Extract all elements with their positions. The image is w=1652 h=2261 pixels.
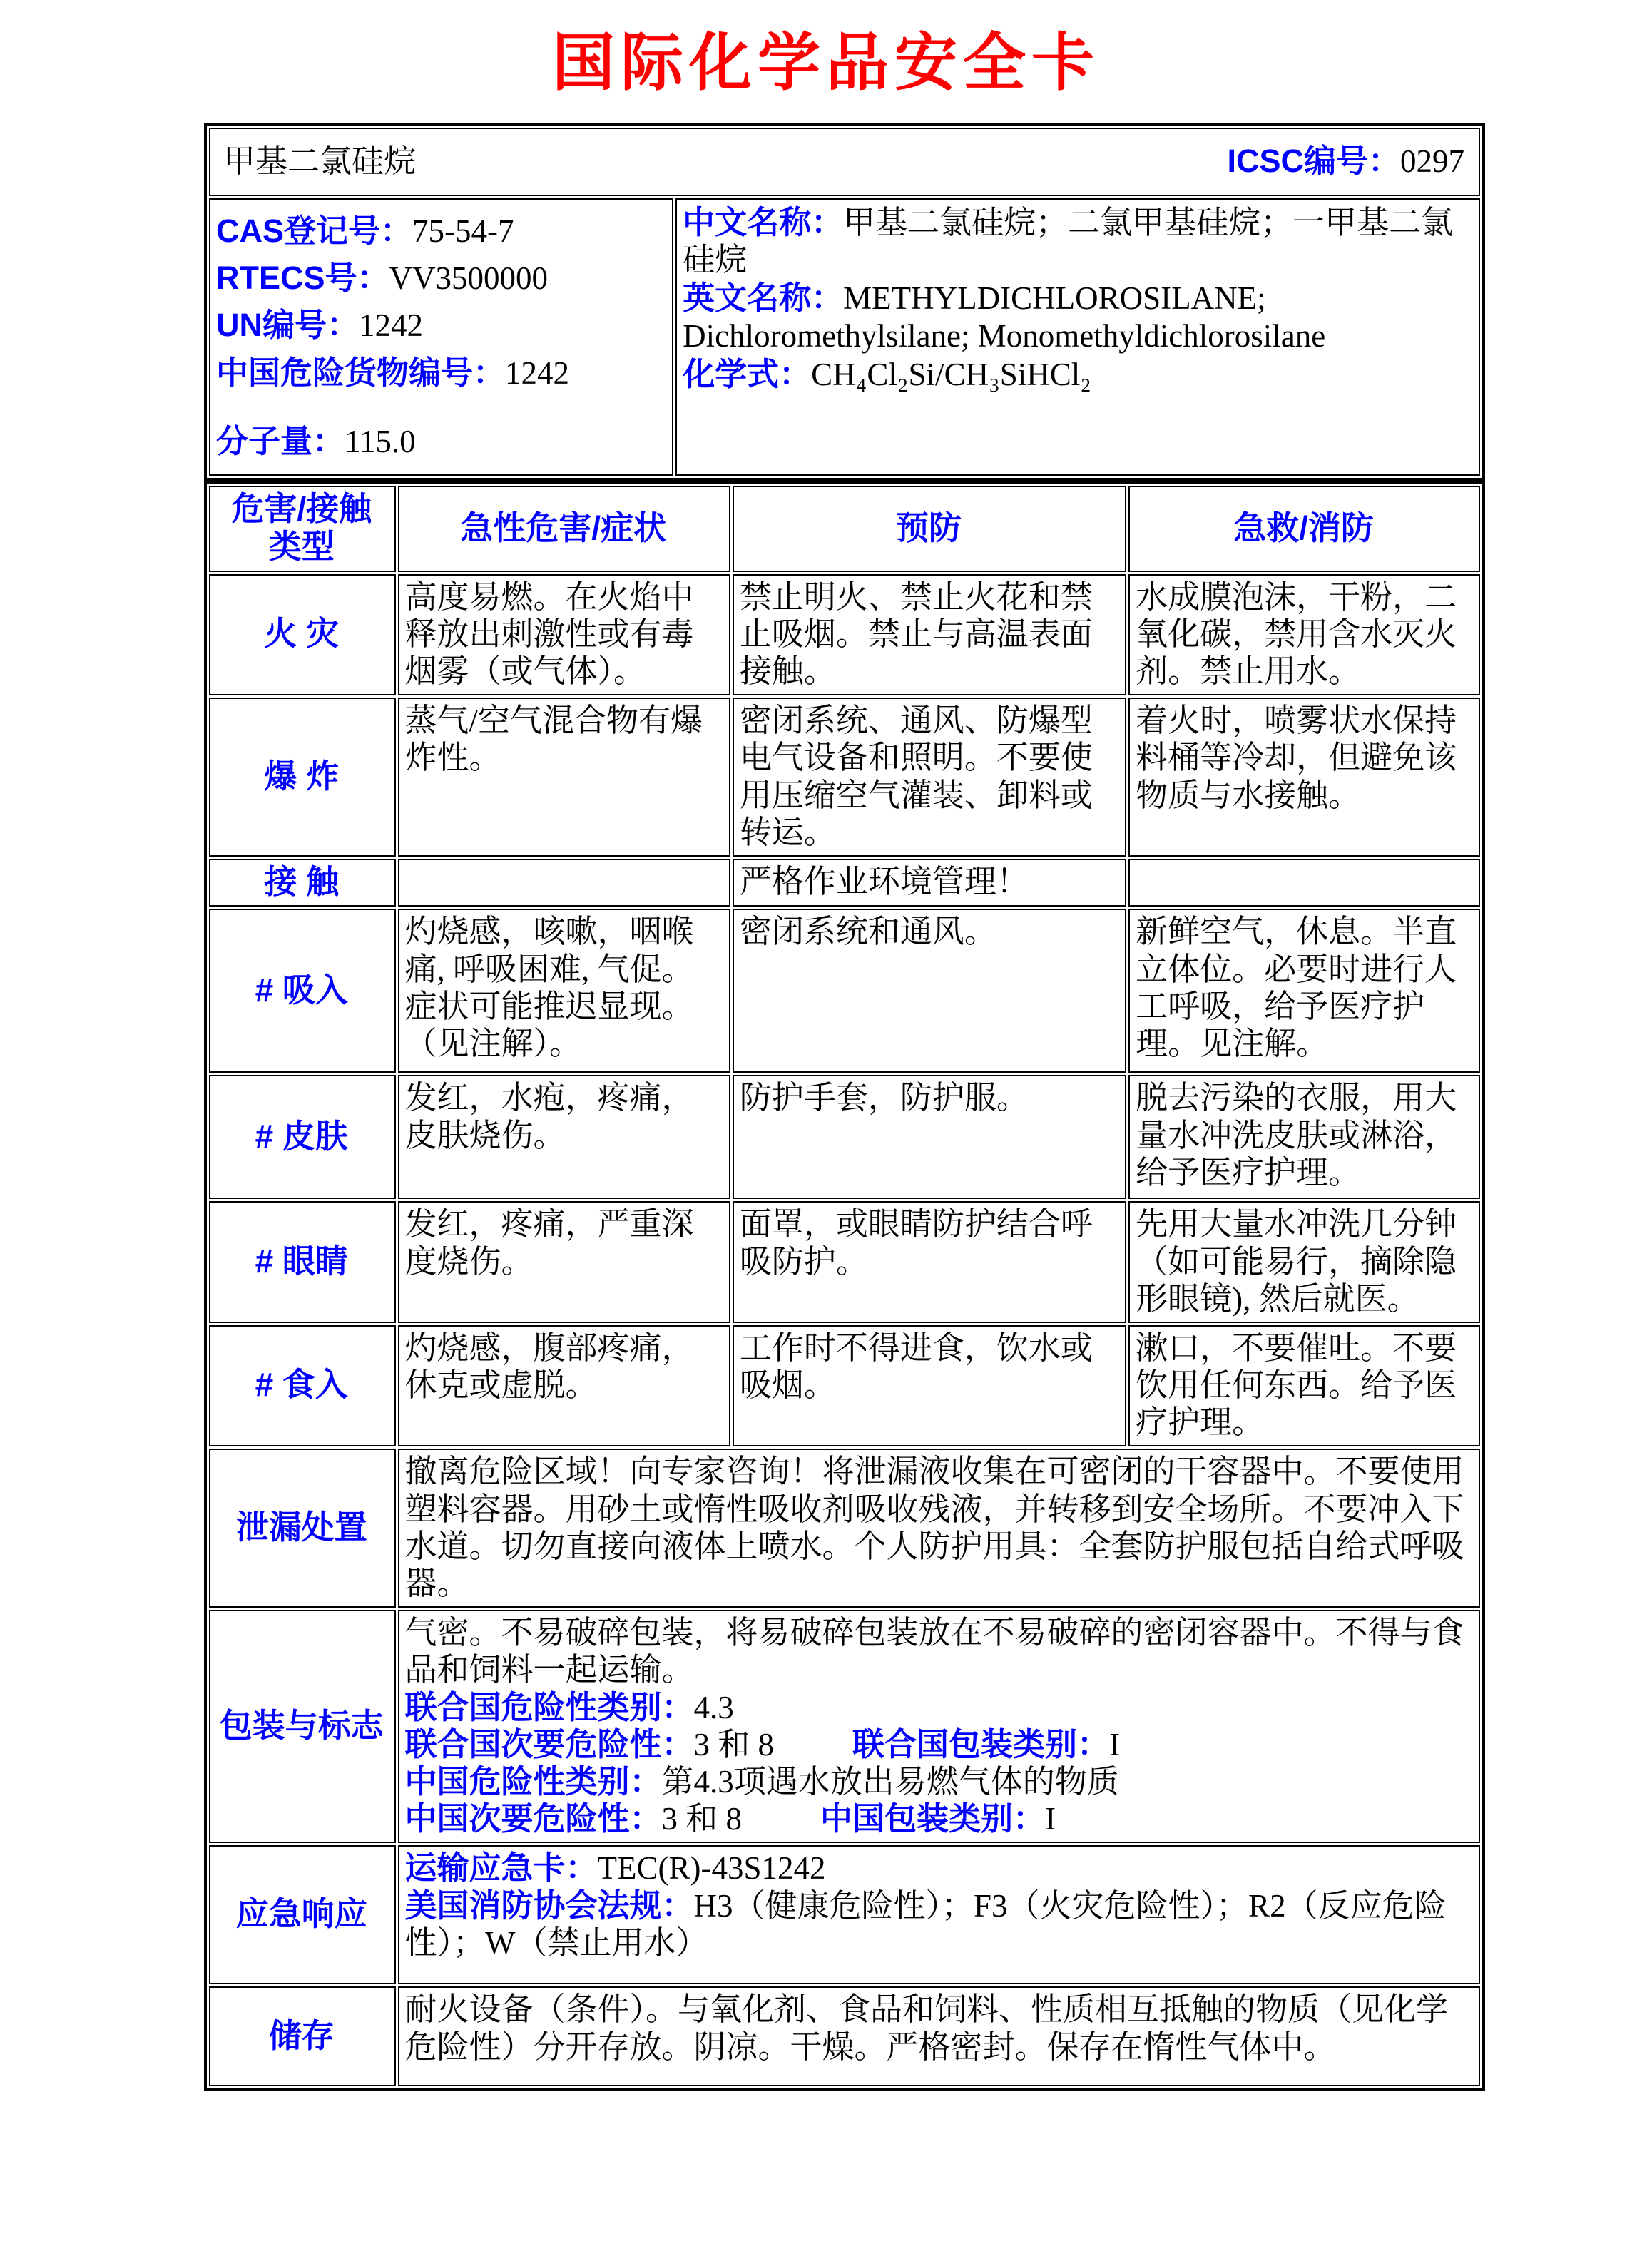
english-name-line xyxy=(683,280,1472,354)
packaging-cn-sub-line xyxy=(405,1800,1472,1837)
emergency-nfpa-line xyxy=(405,1887,1472,1961)
hazard-header-row xyxy=(209,486,1480,572)
cn-class-label: 中国危险性类别： xyxy=(404,1762,662,1800)
fire-label: 火 灾 xyxy=(209,574,396,696)
un-class-label: 联合国危险性类别： xyxy=(404,1688,694,1725)
hazard-row-fire xyxy=(209,574,1480,696)
un-class-value: 4.3 xyxy=(693,1689,734,1725)
chemical-name: 甲基二氯硅烷 xyxy=(223,143,417,179)
emergency-title: 应急响应 xyxy=(209,1845,396,1984)
cas-number-label: CAS登记号： xyxy=(216,213,413,249)
hazard-row-explosion xyxy=(209,698,1480,857)
formula-line xyxy=(683,356,1472,393)
explosion-label: 爆 炸 xyxy=(209,698,396,857)
ingestion-response-cell: 漱口，不要催吐。不要饮用任何东西。给予医疗护理。 xyxy=(1128,1325,1480,1447)
packaging-title: 包装与标志 xyxy=(209,1610,396,1843)
china-dg-number-line xyxy=(216,354,665,392)
inhalation-symptoms-cell: 灼烧感，咳嗽，咽喉痛, 呼吸困难, 气促。症状可能推迟显现。（见注解）。 xyxy=(398,909,730,1073)
english-name-label: 英文名称： xyxy=(683,280,844,317)
emergency-tec-line xyxy=(405,1849,1472,1887)
un-packing-group-value: I xyxy=(1109,1726,1121,1762)
eyes-response-cell: 先用大量水冲洗几分钟（如可能易行，摘除隐形眼镜), 然后就医。 xyxy=(1128,1201,1480,1323)
eyes-prevention-cell: 面罩，或眼睛防护结合呼吸防护。 xyxy=(733,1201,1126,1323)
section-row-storage xyxy=(209,1986,1480,2086)
icsc-number xyxy=(1227,143,1464,180)
un-subsidiary-label: 联合国次要危险性： xyxy=(404,1725,694,1762)
page-title: 国际化学品安全卡 xyxy=(551,27,1100,98)
china-dg-number-label: 中国危险货物编号： xyxy=(216,354,506,391)
english-name-value: METHYLDICHLOROSILANE; Dichloromethylsilane; Monomethyldichlorosilane xyxy=(683,280,1326,354)
molecular-weight-value: 115.0 xyxy=(345,423,416,459)
rtecs-number-line xyxy=(216,260,665,297)
icsc-number-label: ICSC编号： xyxy=(1227,142,1400,179)
ingestion-label: # 食入 xyxy=(209,1325,396,1447)
contact-symptoms-cell xyxy=(398,859,730,907)
icsc-number-value: 0297 xyxy=(1400,143,1464,179)
chinese-name-label: 中文名称： xyxy=(683,204,844,240)
section-row-packaging xyxy=(209,1610,1480,1843)
cn-packing-group-value: I xyxy=(1045,1801,1056,1837)
inhalation-prevention-cell: 密闭系统和通风。 xyxy=(733,909,1126,1073)
icsc-card-page xyxy=(0,13,1652,2091)
fire-prevention-cell: 禁止明火、禁止火花和禁止吸烟。禁止与高温表面接触。 xyxy=(733,574,1126,696)
explosion-symptoms-cell: 蒸气/空气混合物有爆炸性。 xyxy=(398,698,730,857)
section-row-spill xyxy=(209,1449,1480,1608)
cas-number-line xyxy=(216,213,665,250)
formula-label: 化学式： xyxy=(683,355,812,392)
packaging-content-cell xyxy=(398,1610,1480,1843)
storage-content-cell: 耐火设备（条件）。与氧化剂、食品和饲料、性质相互抵触的物质（见化学危险性）分开存放。阴凉。干燥。严格密封。保存在惰性气体中。 xyxy=(398,1986,1480,2086)
skin-label: # 皮肤 xyxy=(209,1075,396,1199)
eyes-label: # 眼睛 xyxy=(209,1201,396,1323)
cas-number-value: 75-54-7 xyxy=(412,213,514,249)
header-hazard-type: 危害/接触 类型 xyxy=(209,486,396,572)
nfpa-label: 美国消防协会法规： xyxy=(404,1887,694,1924)
spill-title: 泄漏处置 xyxy=(209,1449,396,1608)
packaging-cn-class-line xyxy=(405,1763,1472,1800)
tec-label: 运输应急卡： xyxy=(404,1849,598,1887)
header-symptoms: 急性危害/症状 xyxy=(398,486,730,572)
icsc-card xyxy=(204,123,1485,2091)
inhalation-response-cell: 新鲜空气，休息。半直立体位。必要时进行人工呼吸，给予医疗护理。见注解。 xyxy=(1128,909,1480,1073)
spill-content-cell: 撤离危险区域！向专家咨询！将泄漏液收集在可密闭的干容器中。不要使用塑料容器。用砂土或惰性吸收剂吸收残液，并转移到安全场所。不要冲入下水道。切勿直接向液体上喷水。个人防护用具：全套防护服包括自给式呼吸器。 xyxy=(398,1449,1480,1608)
hazard-row-eyes xyxy=(209,1201,1480,1323)
rtecs-number-label: RTECS号： xyxy=(216,260,389,297)
molecular-weight-line xyxy=(216,423,665,460)
fire-response-cell: 水成膜泡沫，干粉，二氧化碳，禁用含水灭火剂。禁止用水。 xyxy=(1128,574,1480,696)
un-number-value: 1242 xyxy=(359,307,423,344)
emergency-content-cell xyxy=(398,1845,1480,1984)
chinese-name-line xyxy=(683,204,1472,278)
chinese-name-value: 甲基二氯硅烷；二氯甲基硅烷；一甲基二氯硅烷 xyxy=(683,205,1454,278)
nfpa-value: H3（健康危险性）；F3（火灾危险性）；R2（反应危险性）；W（禁止用水） xyxy=(404,1887,1447,1961)
names-cell xyxy=(675,198,1480,476)
ingestion-prevention-cell: 工作时不得进食，饮水或吸烟。 xyxy=(733,1325,1126,1447)
hazard-row-ingestion xyxy=(209,1325,1480,1447)
un-subsidiary-value: 3 和 8 xyxy=(693,1726,775,1762)
explosion-prevention-cell: 密闭系统、通风、防爆型电气设备和照明。不要使用压缩空气灌装、卸料或转运。 xyxy=(733,698,1126,857)
contact-label: 接 触 xyxy=(209,859,396,907)
skin-prevention-cell: 防护手套，防护服。 xyxy=(733,1075,1126,1199)
header-table xyxy=(204,123,1485,481)
cn-class-value: 第4.3项遇水放出易燃气体的物质 xyxy=(661,1763,1119,1800)
un-number-line xyxy=(216,307,665,344)
chemical-title-row xyxy=(209,128,1480,196)
hazard-row-skin xyxy=(209,1075,1480,1199)
header-prevention: 预防 xyxy=(733,486,1126,572)
un-number-label: UN编号： xyxy=(216,307,359,344)
cn-packing-group-label: 中国包装类别： xyxy=(820,1800,1046,1837)
tec-value: TEC(R)-43S1242 xyxy=(597,1850,826,1887)
identifiers-cell xyxy=(209,198,673,476)
contact-prevention-cell: 严格作业环境管理！ xyxy=(733,859,1126,907)
ingestion-symptoms-cell: 灼烧感，腹部疼痛，休克或虚脱。 xyxy=(398,1325,730,1447)
section-row-emergency xyxy=(209,1845,1480,1984)
fire-symptoms-cell: 高度易燃。在火焰中释放出刺激性或有毒烟雾（或气体）。 xyxy=(398,574,730,696)
cn-subsidiary-label: 中国次要危险性： xyxy=(404,1800,662,1837)
contact-response-cell xyxy=(1128,859,1480,907)
eyes-symptoms-cell: 发红，疼痛，严重深度烧伤。 xyxy=(398,1201,730,1323)
storage-title: 储存 xyxy=(209,1986,396,2086)
header-response: 急救/消防 xyxy=(1128,486,1480,572)
packaging-intro: 气密。不易破碎包装，将易破碎包装放在不易破碎的密闭容器中。不得与食品和饲料一起运输。 xyxy=(404,1615,1464,1688)
china-dg-number-value: 1242 xyxy=(505,354,570,391)
un-packing-group-label: 联合国包装类别： xyxy=(852,1725,1110,1762)
hazard-row-contact xyxy=(209,859,1480,907)
explosion-response-cell: 着火时，喷雾状水保持料桶等冷却，但避免该物质与水接触。 xyxy=(1128,698,1480,857)
inhalation-label: # 吸入 xyxy=(209,909,396,1073)
rtecs-number-value: VV3500000 xyxy=(389,260,549,297)
hazard-table xyxy=(204,481,1485,2091)
skin-symptoms-cell: 发红，水疱，疼痛，皮肤烧伤。 xyxy=(398,1075,730,1199)
molecular-weight-label: 分子量： xyxy=(216,422,345,459)
skin-response-cell: 脱去污染的衣服，用大量水冲洗皮肤或淋浴，给予医疗护理。 xyxy=(1128,1075,1480,1199)
hazard-row-inhalation xyxy=(209,909,1480,1073)
cn-subsidiary-value: 3 和 8 xyxy=(661,1801,743,1837)
packaging-un-sub-line xyxy=(405,1726,1472,1763)
formula-value: CH₄Cl₂Si/CH₃SiHCl₂ xyxy=(811,356,1091,392)
packaging-un-class-line xyxy=(405,1689,1472,1726)
